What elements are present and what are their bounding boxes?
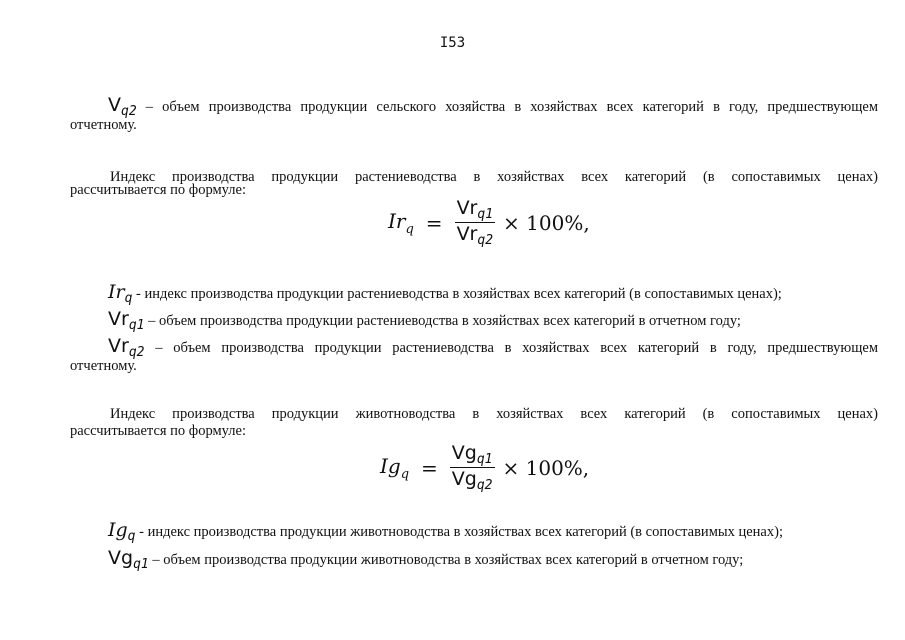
formula-lhs: $Ig_q$ <box>380 453 410 482</box>
definition-igq <box>108 520 878 547</box>
numerator: $Vr_{q1}$ <box>456 197 494 222</box>
symbol: $Vr_{q1}$ <box>108 308 145 333</box>
definition-text: – объем производства продукции растениеводства в хозяйствах всех категорий в отчетном году; <box>144 313 741 329</box>
denominator: $Vg_{q2}$ <box>451 468 493 493</box>
paragraph-crop-intro: Индекс производства продукции растениеводства в хозяйствах всех категорий (в сопоставимых ценах) <box>110 169 878 185</box>
definition-continuation: отчетному. <box>70 358 137 374</box>
symbol: $Vr_{q2}$ <box>108 335 145 360</box>
formula-tail: × 100%, <box>503 210 590 235</box>
fraction <box>450 442 495 493</box>
definition-text: - индекс производства продукции животноводства в хозяйствах всех категорий (в сопоставимых ценах); <box>135 524 783 540</box>
definition-vrq2 <box>108 336 878 363</box>
definition-text: - индекс производства продукции растениеводства в хозяйствах всех категорий (в сопоставимых ценах); <box>132 286 782 302</box>
numerator: $Vg_{q1}$ <box>451 442 493 467</box>
definition-vrq1 <box>108 309 878 336</box>
formula-livestock-index <box>380 442 589 493</box>
definition-vgq1 <box>108 548 878 575</box>
equals-sign: = <box>425 210 443 235</box>
equals-sign: = <box>421 455 438 480</box>
definition-irq <box>108 282 878 309</box>
paragraph-crop-intro-continuation: рассчитывается по формуле: <box>70 182 246 198</box>
definition-text: – объем производства продукции животноводства в хозяйствах всех категорий в отчетном году; <box>148 552 744 568</box>
definition-text: – объем производства продукции растениеводства в хозяйствах всех категорий в году, предшествующем <box>144 340 878 356</box>
definition-vq2 <box>108 95 878 122</box>
paragraph-livestock-intro: Индекс производства продукции животноводства в хозяйствах всех категорий (в сопоставимых ценах) <box>110 406 878 422</box>
symbol: $Vg_{q1}$ <box>108 547 149 572</box>
fraction <box>455 197 495 248</box>
denominator: $Vr_{q2}$ <box>456 223 494 248</box>
definition-continuation: отчетному. <box>70 117 137 133</box>
definition-text: – объем производства продукции сельского хозяйства в хозяйствах всех категорий в году, предшествующем <box>136 99 878 115</box>
formula-tail: × 100%, <box>502 455 590 480</box>
symbol: $Ir_q$ <box>108 281 133 306</box>
symbol: $Ig_q$ <box>108 519 136 544</box>
paragraph-livestock-intro-continuation: рассчитывается по формуле: <box>70 423 246 439</box>
page-number: I53 <box>439 35 466 51</box>
symbol: $V_{q2}$ <box>108 94 137 119</box>
formula-lhs: $Ir_q$ <box>388 208 414 237</box>
formula-crop-index <box>388 197 590 248</box>
